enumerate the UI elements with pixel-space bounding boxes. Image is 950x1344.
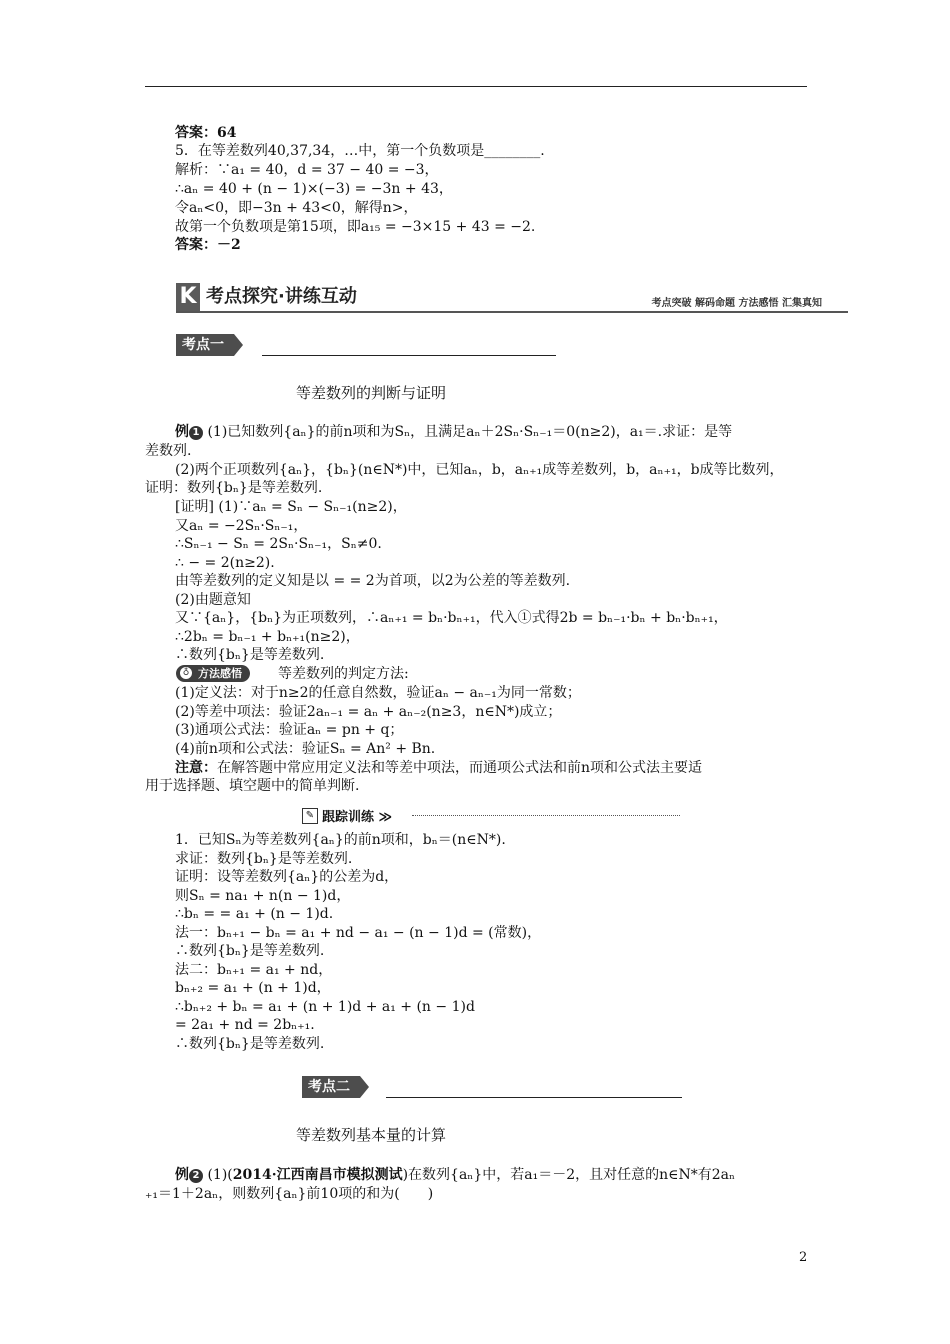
method-intro: 等差数列的判定方法: [278,666,409,682]
proof-line-9: ∴数列{bₙ}是等差数列. [175,647,325,663]
example-1-line-4: 证明：数列{bₙ}是等差数列. [145,480,323,496]
track-header [302,806,392,825]
analysis-line-3: 令aₙ<0，即−3n + 43<0，解得n>， [175,200,418,216]
section-tag-label-2: 考点二 [302,1076,360,1098]
proof-line-5: 由等差数列的定义知是以 = = 2为首项，以2为公差的等差数列. [175,573,571,589]
example-2-prefix: (1)( [207,1167,233,1183]
analysis-line-2: ∴aₙ = 40 + (n − 1)×(−3) = −3n + 43， [175,181,453,197]
track-line-2: 求证：数列{bₙ}是等差数列. [175,851,353,867]
example-2-rest: )在数列{aₙ}中，若a₁＝－2，且对任意的n∈N*有2aₙ [402,1167,736,1183]
section-subtitle-1: 等差数列的判断与证明 [296,384,447,402]
example-label: 例 [175,424,189,440]
track-line-3: 证明：设等差数列{aₙ}的公差为d， [175,869,399,885]
method-badge-label: 方法感悟 [198,667,242,680]
note-text: 在解答题中常应用定义法和等差中项法，而通项公式法和前n项和公式法主要适 [217,760,703,776]
track-label: 跟踪训练 ≫ [322,810,393,825]
track-line-9: bₙ₊₂ = a₁ + (n + 1)d， [175,980,331,996]
track-dotted-rule [412,815,680,816]
pencil-icon: ✎ [302,808,318,824]
proof-line-1: [证明] (1)∵aₙ = Sₙ − Sₙ₋₁(n≥2)， [175,499,407,515]
track-line-10: ∴bₙ₊₂ + bₙ = a₁ + (n + 1)d + a₁ + (n − 1)d [175,999,475,1015]
banner-rule [176,311,848,313]
track-line-5: ∴bₙ = = a₁ + (n − 1)d. [175,906,334,922]
track-line-6: 法一：bₙ₊₁ − bₙ = a₁ + nd − a₁ − (n − 1)d = (常数)， [175,925,542,941]
proof-line-6: (2)由题意知 [175,592,251,608]
proof-line-8: ∴2bₙ = bₙ₋₁ + bₙ₊₁(n≥2)， [175,629,360,645]
note-line-2: 用于选择题、填空题中的简单判断. [145,778,360,794]
proof-line-2: 又aₙ = −2Sₙ·Sₙ₋₁， [175,518,308,534]
track-line-4: 则Sₙ = na₁ + n(n − 1)d， [175,888,351,904]
section-tag-2 [302,1076,369,1098]
section-subtitle-2: 等差数列基本量的计算 [296,1126,447,1144]
section-tag-rule [262,355,556,356]
page-number: 2 [799,1250,808,1265]
track-line-11: = 2a₁ + nd = 2bₙ₊₁. [175,1017,315,1033]
lightbulb-icon: ♁ [180,667,192,679]
tag-arrow-icon-2 [360,1076,369,1098]
method-line-2: (2)等差中项法：验证2aₙ₋₁ = aₙ + aₙ₋₂(n≥3，n∈N*)成立； [175,704,562,720]
example-label-2: 例 [175,1167,189,1183]
example-1-line-1 [175,424,732,441]
analysis-line-1: 解析：∵a₁ = 40，d = 37 − 40 = −3， [175,162,439,178]
proof-line-3: ∴Sₙ₋₁ − Sₙ = 2Sₙ·Sₙ₋₁，Sₙ≠0. [175,536,382,552]
section-tag-1 [176,334,243,356]
example-number-icon-2: 2 [189,1169,203,1183]
example-2-line-2: ₊₁＝1＋2aₙ，则数列{aₙ}前10项的和为( ) [145,1186,434,1202]
proof-line-4: ∴ − = 2(n≥2). [175,555,275,571]
answer-line-2: 答案：－2 [175,237,241,253]
example-2-source: 2014·江西南昌市模拟测试 [232,1167,403,1183]
track-line-12: ∴数列{bₙ}是等差数列. [175,1036,325,1052]
header-rule [145,86,807,87]
method-line-1: (1)定义法：对于n≥2的任意自然数，验证aₙ − aₙ₋₁为同一常数； [175,685,581,701]
banner-k-icon: K [176,283,200,311]
answer-line: 答案：64 [175,125,237,141]
banner-title: 考点探究·讲练互动 [206,286,357,307]
example-2-line-1 [175,1167,735,1184]
method-line-4: (4)前n项和公式法：验证Sₙ = An² + Bn. [175,741,436,757]
method-line-3: (3)通项公式法：验证aₙ = pn + q； [175,722,404,738]
banner-tags: 考点突破 解码命题 方法感悟 汇集真知 [651,298,822,309]
track-line-8: 法二：bₙ₊₁ = a₁ + nd， [175,962,333,978]
track-line-1: 1．已知Sₙ为等差数列{aₙ}的前n项和，bₙ＝(n∈N*). [175,832,506,848]
question-5: 5．在等差数列40,37,34，…中，第一个负数项是________. [175,143,545,159]
analysis-line-4: 故第一个负数项是第15项，即a₁₅ = −3×15 + 43 = −2. [175,219,536,235]
note-label: 注意： [175,760,217,776]
tag-arrow-icon [234,334,243,356]
example-number-icon: 1 [189,426,203,440]
section-tag-rule-2 [386,1097,682,1098]
example-1-line-2: 差数列. [145,443,192,459]
track-line-7: ∴数列{bₙ}是等差数列. [175,943,325,959]
proof-line-7: 又∵{aₙ}，{bₙ}为正项数列，∴aₙ₊₁ = bₙ·bₙ₊₁，代入①式得2b = bₙ₋₁·bₙ + bₙ·bₙ₊₁， [175,610,728,626]
method-badge [176,665,250,682]
example-text: (1)已知数列{aₙ}的前n项和为Sₙ，且满足aₙ＋2Sₙ·Sₙ₋₁＝0(n≥2)，a₁＝.求证：是等 [207,424,733,440]
note-line-1 [175,760,702,777]
example-1-line-3: (2)两个正项数列{aₙ}，{bₙ}(n∈N*)中，已知aₙ，b，aₙ₊₁成等差数列，b，aₙ₊₁，b成等比数列， [175,462,784,478]
section-tag-label: 考点一 [176,334,234,356]
